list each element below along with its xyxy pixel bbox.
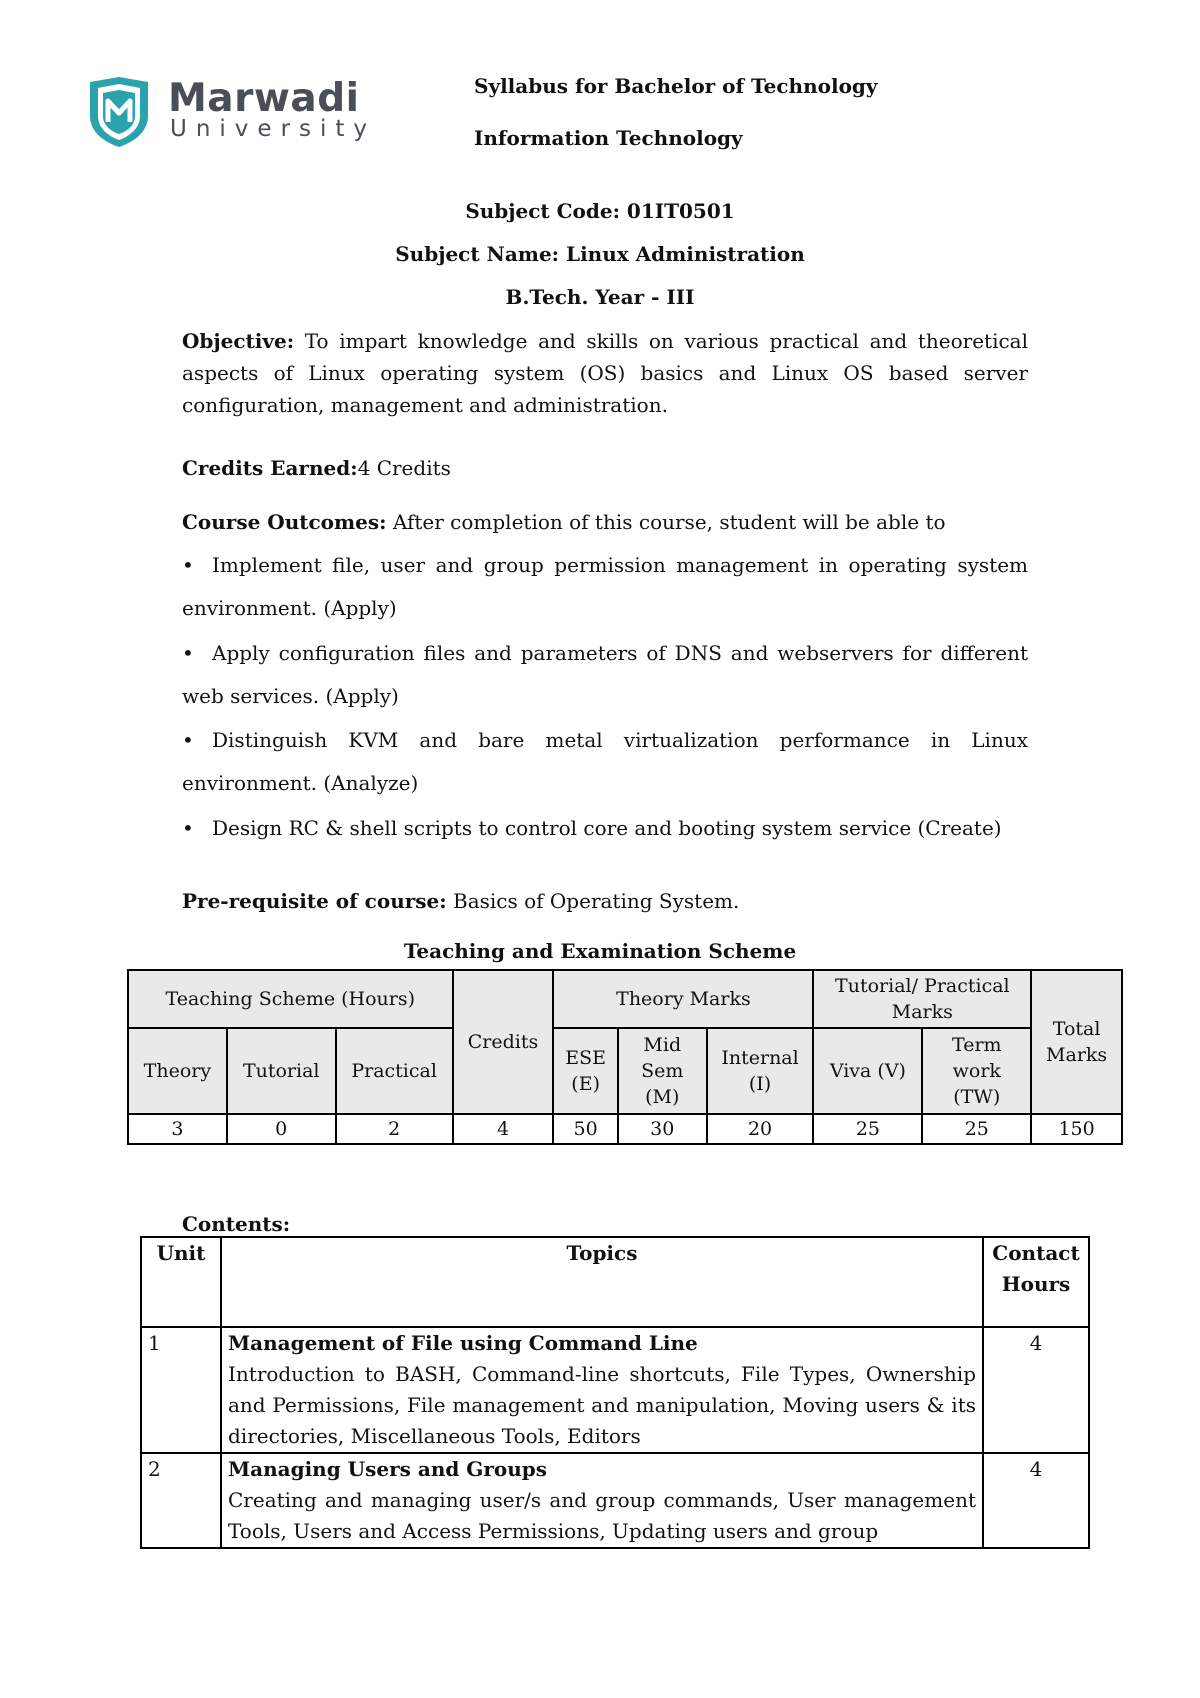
total-marks-header: Total Marks [1031, 970, 1122, 1114]
prerequisite-paragraph [182, 885, 1028, 917]
university-logo [86, 76, 386, 152]
credits-text: 4 Credits [357, 456, 451, 480]
table-row [141, 1453, 1089, 1548]
prerequisite-label: Pre-requisite of course: [182, 889, 447, 913]
bullet-icon: • [182, 728, 194, 752]
bullet-icon: • [182, 816, 194, 840]
bullet-icon: • [182, 641, 194, 665]
objective-paragraph [182, 325, 1028, 421]
topic-body: Creating and managing user/s and group commands, User management Tools, Users and Access Permissions, Updating users and group [228, 1488, 976, 1543]
contents-table [140, 1236, 1090, 1549]
tutorial-practical-header: Tutorial/ Practical Marks [813, 970, 1031, 1028]
unit-number: 2 [141, 1453, 221, 1548]
termwork-subheader: Term work (TW) [922, 1028, 1031, 1114]
subject-code: Subject Code: 01IT0501 [465, 199, 735, 223]
bullet-icon: • [182, 553, 194, 577]
scheme-value: 4 [453, 1114, 554, 1144]
topic-cell [221, 1327, 983, 1453]
topic-body: Introduction to BASH, Command-line shortcuts, File Types, Ownership and Permissions, File management and manipulation, Moving users & its directories, Miscellaneous Tools, Editors [228, 1362, 976, 1448]
objective-label: Objective: [182, 329, 295, 353]
scheme-value: 150 [1031, 1114, 1122, 1144]
subject-year: B.Tech. Year - III [505, 285, 695, 309]
outcomes-label: Course Outcomes: [182, 510, 387, 534]
topics-header: Topics [221, 1237, 983, 1327]
unit-number: 1 [141, 1327, 221, 1453]
topic-title: Managing Users and Groups [228, 1457, 548, 1481]
contents-label: Contents: [182, 1212, 291, 1236]
logo-subtitle: University [170, 116, 377, 142]
contact-hours: 4 [983, 1453, 1089, 1548]
scheme-value: 0 [227, 1114, 336, 1144]
hours-header: Contact Hours [983, 1237, 1089, 1327]
scheme-table [127, 969, 1123, 1145]
subject-name: Subject Name: Linux Administration [395, 242, 805, 266]
shield-icon [86, 76, 152, 148]
scheme-value: 2 [336, 1114, 453, 1144]
practical-subheader: Practical [336, 1028, 453, 1114]
scheme-title: Teaching and Examination Scheme [403, 939, 797, 963]
viva-subheader: Viva (V) [813, 1028, 922, 1114]
tutorial-subheader: Tutorial [227, 1028, 336, 1114]
scheme-value: 30 [618, 1114, 707, 1144]
teaching-hours-header: Teaching Scheme (Hours) [128, 970, 453, 1028]
objective-text: To impart knowledge and skills on various practical and theoretical aspects of Linux operating system (OS) basics and Linux OS based server configuration, management and administration. [182, 329, 1028, 417]
prerequisite-text: Basics of Operating System. [446, 889, 740, 913]
department-title: Information Technology [474, 126, 743, 150]
outcomes-paragraph [182, 506, 1028, 538]
theory-subheader: Theory [128, 1028, 227, 1114]
credits-paragraph [182, 452, 1028, 484]
scheme-value: 50 [553, 1114, 618, 1144]
outcome-item: • Design RC & shell scripts to control core and booting system service (Create) [182, 807, 1028, 850]
credits-label: Credits Earned: [182, 456, 358, 480]
syllabus-title: Syllabus for Bachelor of Technology [474, 74, 878, 98]
credits-header: Credits [453, 970, 554, 1114]
ese-subheader: ESE (E) [553, 1028, 618, 1114]
topic-cell [221, 1453, 983, 1548]
contact-hours: 4 [983, 1327, 1089, 1453]
outcomes-intro: After completion of this course, student will be able to [386, 510, 946, 534]
outcome-item: • Apply configuration files and parameters of DNS and webservers for different web services. (Apply) [182, 632, 1028, 718]
outcome-item: • Implement file, user and group permission management in operating system environment. (Apply) [182, 544, 1028, 630]
scheme-value: 25 [922, 1114, 1031, 1144]
topic-title: Management of File using Command Line [228, 1331, 698, 1355]
scheme-value: 20 [707, 1114, 814, 1144]
scheme-value: 25 [813, 1114, 922, 1144]
theory-marks-header: Theory Marks [553, 970, 813, 1028]
internal-subheader: Internal (I) [707, 1028, 814, 1114]
unit-header: Unit [141, 1237, 221, 1327]
logo-name: Marwadi [168, 76, 360, 121]
outcome-item: • Distinguish KVM and bare metal virtualization performance in Linux environment. (Analyze) [182, 719, 1028, 805]
midsem-subheader: Mid Sem (M) [618, 1028, 707, 1114]
table-row [141, 1327, 1089, 1453]
scheme-value: 3 [128, 1114, 227, 1144]
